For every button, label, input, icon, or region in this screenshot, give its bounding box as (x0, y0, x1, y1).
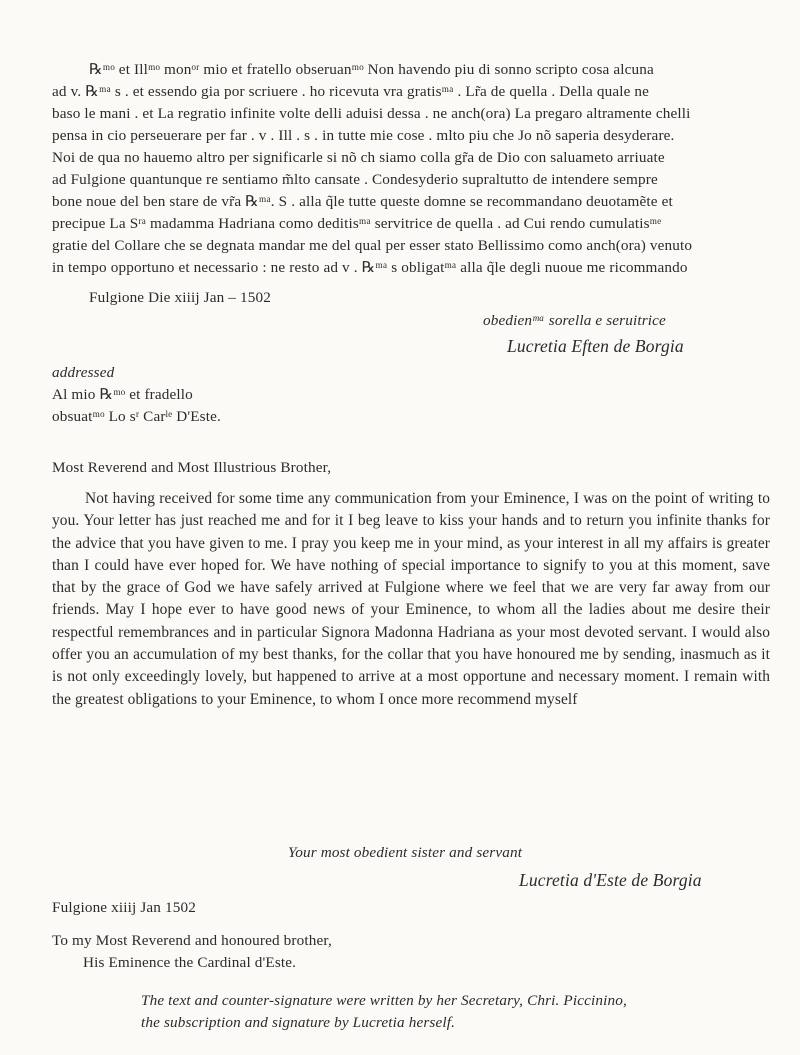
italian-line: in tempo opportuno et necessario : ne resto ad v . ℞ᵐᵃ s obligatᵐᵃ alla q̃le degli nuoue me ricommando (52, 259, 688, 276)
translation-closing: Your most obedient sister and servant (288, 844, 523, 861)
italian-line: gratie del Collare che se degnata mandar me del qual per esser stato Bellissimo como anch(ora) venuto (52, 237, 693, 254)
translation-body (52, 488, 770, 711)
italian-signature: Lucretia Eften de Borgia (507, 336, 684, 356)
translation-address-line: His Eminence the Cardinal d'Este. (83, 954, 297, 971)
italian-line: ad Fulgione quantunque re sentiamo m̃lto cansate . Condesyderio supraltutto de intendere sempre (52, 171, 658, 188)
translation-salutation: Most Reverend and Most Illustrious Brother, (52, 459, 332, 476)
italian-line: pensa in cio perseuerare per far . v . Ill . s . in tutte mie cose . mlto piu che Jo nõ saperia desyderare. (52, 127, 675, 144)
italian-line: bone noue del ben stare de vr̃a ℞ᵐᵃ. S . alla q̃le tutte queste domne se recommandano deuotamẽte et (52, 193, 673, 210)
translation-signature: Lucretia d'Este de Borgia (519, 870, 702, 890)
italian-dateline: Fulgione Die xiiij Jan – 1502 (89, 289, 271, 306)
italian-line: ad v. ℞ᵐᵃ s . et essendo gia por scriuere . ho ricevuta vra gratisᵐᵃ . Lr̃a de quella . Della quale ne (52, 83, 650, 100)
italian-line: baso le mani . et La regratio infinite volte delli aduisi dessa . ne anch(ora) La pregaro altramente chelli (52, 105, 691, 122)
footnote-line: the subscription and signature by Lucretia herself. (141, 1014, 456, 1031)
address-label: addressed (52, 364, 115, 381)
address-line: obsuatᵐᵒ Lo sʳ Carˡᵉ D'Este. (52, 408, 221, 425)
translation-body-text: Not having received for some time any communication from your Eminence, I was on the point of writing to you. Your letter has just reached me and for it I beg leave to kiss your hands and to return you infinite thanks for the advice that you have given to me. I pray you keep me in your mind, as your interest in all my affairs is greater than I could have ever hoped for. We have nothing of special importance to signify to you at this moment, save that by the grace of God we have safely arrived at Fulgione where we feel that we are very far away from our friends. May I hope ever to have good news of your Eminence, to whom all the ladies about me desire their respectful remembrances and in particular Signora Madonna Hadriana as your most devoted servant. I would also offer you an accumulation of my best thanks, for the collar that you have honoured me by sending, inasmuch as it is not only exceedingly lovely, but happened to arrive at a most opportune and necessary moment. I remain with the greatest obligations to your Eminence, to whom I once more recommend myself (52, 490, 770, 708)
address-line: Al mio ℞ᵐᵒ et fradello (52, 386, 193, 403)
italian-line: ℞ᵐᵒ et Illᵐᵒ monᵒʳ mio et fratello obseruanᵐᵒ Non havendo piu di sonno scripto cosa alcuna (89, 61, 654, 78)
footnote-line: The text and counter-signature were written by her Secretary, Chri. Piccinino, (141, 992, 627, 1009)
translation-dateline: Fulgione xiiij Jan 1502 (52, 899, 196, 916)
italian-closing: obedienᵐᵃ sorella e seruitrice (483, 312, 666, 329)
italian-line: precipue La Sʳᵃ madamma Hadriana como deditisᵐᵃ servitrice de quella . ad Cui rendo cumulatisᵐᵉ (52, 215, 662, 232)
italian-line: Noi de qua no hauemo altro per significarle si nõ ch siamo colla gr̃a de Dio con saluameto arriuate (52, 149, 665, 166)
translation-address-line: To my Most Reverend and honoured brother, (52, 932, 332, 949)
